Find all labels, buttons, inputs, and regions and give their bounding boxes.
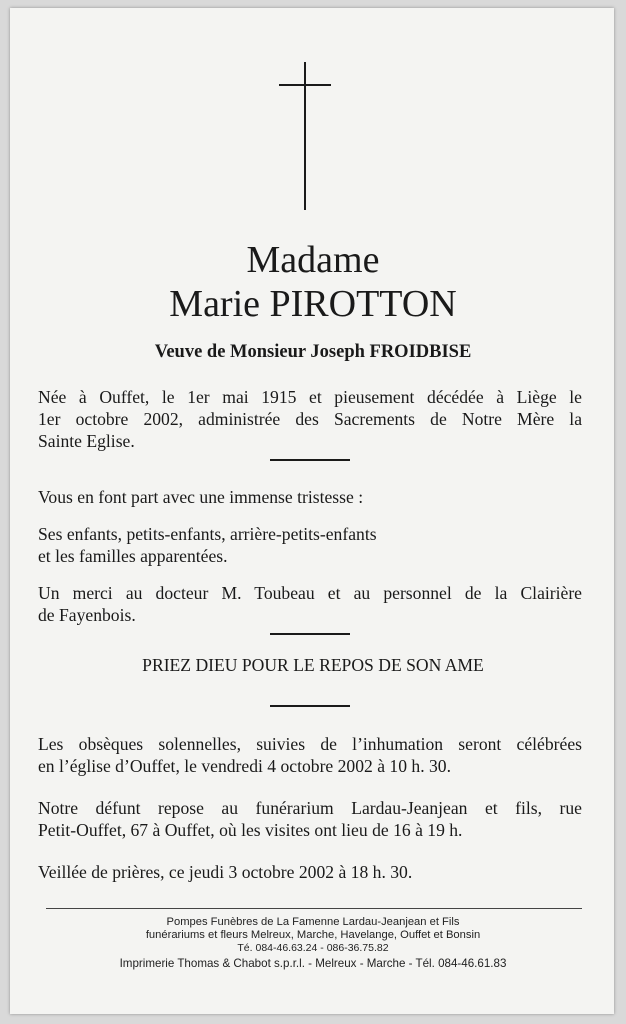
footer-line-1: Pompes Funèbres de La Famenne Lardau-Jeanjean et Fils <box>166 916 460 928</box>
family-line-1: Ses enfants, petits-enfants, arrière-petits-enfants <box>38 524 377 544</box>
family-paragraph <box>38 523 582 567</box>
thanks-paragraph <box>38 582 582 626</box>
birth-paragraph <box>38 386 582 452</box>
subtitle: Veuve de Monsieur Joseph FROIDBISE <box>154 342 472 362</box>
prayer-text: PRIEZ DIEU POUR LE REPOS DE SON AME <box>142 655 484 675</box>
footer-divider <box>46 908 582 909</box>
funeral-line-2: en l’église d’Ouffet, le vendredi 4 octobre 2002 à 10 h. 30. <box>38 756 452 776</box>
repose-paragraph <box>38 797 582 841</box>
thanks-line-2: de Fayenbois. <box>38 605 136 625</box>
footer-line-4: Imprimerie Thomas & Chabot s.p.r.l. - Melreux - Marche - Tél. 084-46.61.83 <box>119 957 507 970</box>
funeral-line-1: Les obsèques solennelles, suivies de l’inhumation seront célébrées <box>38 734 582 754</box>
footer-line-2: funérariums et fleurs Melreux, Marche, Havelange, Ouffet et Bonsin <box>145 929 481 941</box>
title-line-1: Madame <box>246 239 380 281</box>
divider <box>270 633 350 635</box>
family-line-2: et les familles apparentées. <box>38 546 228 566</box>
birth-line-2: 1er octobre 2002, administrée des Sacrements de Notre Mère la <box>38 409 582 429</box>
repose-line-1: Notre défunt repose au funérarium Lardau-Jeanjean et fils, rue <box>38 798 582 818</box>
thanks-line-1: Un merci au docteur M. Toubeau et au personnel de la Clairière <box>38 583 582 603</box>
birth-line-1: Née à Ouffet, le 1er mai 1915 et pieusement décédée à Liège le <box>38 387 582 407</box>
title-line-2: Marie PIROTTON <box>169 283 457 325</box>
vigil-text: Veillée de prières, ce jeudi 3 octobre 2002 à 18 h. 30. <box>38 862 413 882</box>
divider <box>270 459 350 461</box>
birth-line-3: Sainte Eglise. <box>38 431 135 451</box>
divider <box>270 705 350 707</box>
footer-line-3: Té. 084-46.63.24 - 086-36.75.82 <box>237 942 389 954</box>
announce-text: Vous en font part avec une immense tristesse : <box>38 487 364 507</box>
cross-icon-bar <box>279 84 331 86</box>
funeral-paragraph <box>38 733 582 777</box>
repose-line-2: Petit-Ouffet, 67 à Ouffet, où les visites ont lieu de 16 à 19 h. <box>38 820 463 840</box>
